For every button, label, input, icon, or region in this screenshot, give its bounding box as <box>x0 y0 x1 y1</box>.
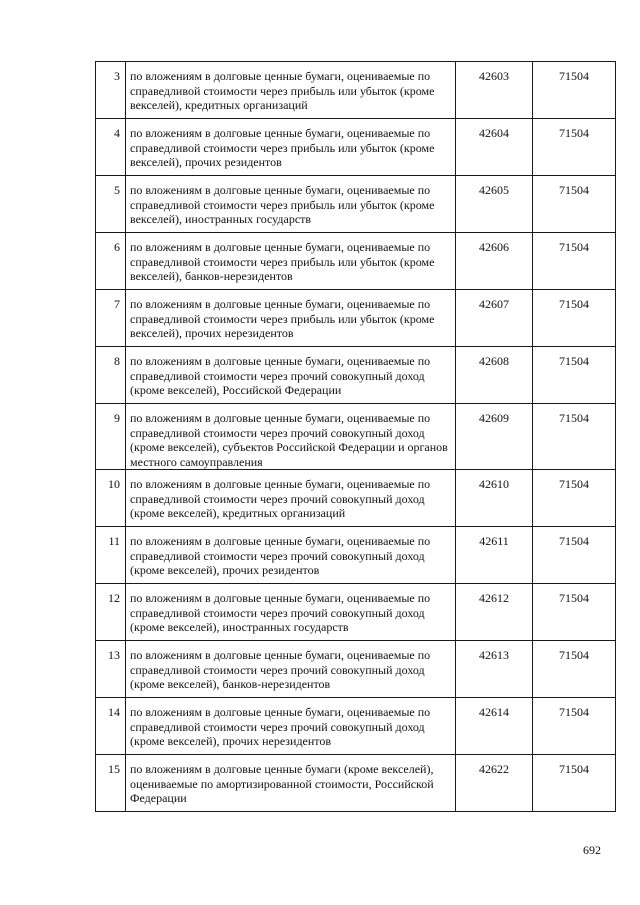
table-row <box>96 119 616 176</box>
account-number: 42609 <box>456 404 533 470</box>
account-number: 42605 <box>456 176 533 233</box>
table-row <box>96 698 616 755</box>
table-row <box>96 233 616 290</box>
symbol-code: 71504 <box>533 62 616 119</box>
row-number: 9 <box>96 404 126 470</box>
symbol-code: 71504 <box>533 641 616 698</box>
page-number: 692 <box>583 843 601 857</box>
row-description: по вложениям в долговые ценные бумаги, оцениваемые по справедливой стоимости через прибыль или убыток (кроме векселей), банков-нерезидентов <box>126 233 456 290</box>
table-row <box>96 404 616 470</box>
row-description: по вложениям в долговые ценные бумаги, оцениваемые по справедливой стоимости через прочий совокупный доход (кроме векселей), банков-нерезидентов <box>126 641 456 698</box>
row-number: 6 <box>96 233 126 290</box>
row-number: 12 <box>96 584 126 641</box>
row-number: 14 <box>96 698 126 755</box>
account-number: 42603 <box>456 62 533 119</box>
symbol-code: 71504 <box>533 233 616 290</box>
symbol-code: 71504 <box>533 176 616 233</box>
account-number: 42622 <box>456 755 533 812</box>
symbol-code: 71504 <box>533 404 616 470</box>
account-number: 42613 <box>456 641 533 698</box>
symbol-code: 71504 <box>533 347 616 404</box>
row-number: 7 <box>96 290 126 347</box>
row-description: по вложениям в долговые ценные бумаги, оцениваемые по справедливой стоимости через прочий совокупный доход (кроме векселей), кредитных организаций <box>126 470 456 527</box>
table-row <box>96 755 616 812</box>
table-row <box>96 347 616 404</box>
symbol-code: 71504 <box>533 755 616 812</box>
account-number: 42614 <box>456 698 533 755</box>
account-number: 42608 <box>456 347 533 404</box>
table-row <box>96 527 616 584</box>
row-number: 4 <box>96 119 126 176</box>
row-number: 11 <box>96 527 126 584</box>
row-description: по вложениям в долговые ценные бумаги, оцениваемые по справедливой стоимости через прибыль или убыток (кроме векселей), иностранных государств <box>126 176 456 233</box>
accounts-table <box>95 61 616 812</box>
table-row <box>96 290 616 347</box>
symbol-code: 71504 <box>533 584 616 641</box>
symbol-code: 71504 <box>533 290 616 347</box>
row-description: по вложениям в долговые ценные бумаги, оцениваемые по справедливой стоимости через прочий совокупный доход (кроме векселей), прочих нерезидентов <box>126 698 456 755</box>
row-description: по вложениям в долговые ценные бумаги (кроме векселей), оцениваемые по амортизированной стоимости, Российской Федерации <box>126 755 456 812</box>
row-number: 3 <box>96 62 126 119</box>
account-number: 42607 <box>456 290 533 347</box>
row-description: по вложениям в долговые ценные бумаги, оцениваемые по справедливой стоимости через прибыль или убыток (кроме векселей), прочих нерезидентов <box>126 290 456 347</box>
row-number: 10 <box>96 470 126 527</box>
row-number: 8 <box>96 347 126 404</box>
account-number: 42612 <box>456 584 533 641</box>
row-number: 13 <box>96 641 126 698</box>
symbol-code: 71504 <box>533 119 616 176</box>
row-description: по вложениям в долговые ценные бумаги, оцениваемые по справедливой стоимости через прибыль или убыток (кроме векселей), прочих резидентов <box>126 119 456 176</box>
symbol-code: 71504 <box>533 527 616 584</box>
symbol-code: 71504 <box>533 698 616 755</box>
account-number: 42606 <box>456 233 533 290</box>
table-row <box>96 470 616 527</box>
table-row <box>96 584 616 641</box>
row-description: по вложениям в долговые ценные бумаги, оцениваемые по справедливой стоимости через прибыль или убыток (кроме векселей), кредитных организаций <box>126 62 456 119</box>
row-number: 15 <box>96 755 126 812</box>
table-row <box>96 62 616 119</box>
row-description: по вложениям в долговые ценные бумаги, оцениваемые по справедливой стоимости через прочий совокупный доход (кроме векселей), Российской Федерации <box>126 347 456 404</box>
account-number: 42610 <box>456 470 533 527</box>
account-number: 42611 <box>456 527 533 584</box>
table-row <box>96 176 616 233</box>
accounts-table-body <box>96 62 616 812</box>
row-description: по вложениям в долговые ценные бумаги, оцениваемые по справедливой стоимости через прочий совокупный доход (кроме векселей), прочих резидентов <box>126 527 456 584</box>
table-row <box>96 641 616 698</box>
account-number: 42604 <box>456 119 533 176</box>
row-description: по вложениям в долговые ценные бумаги, оцениваемые по справедливой стоимости через прочий совокупный доход (кроме векселей), субъектов Российской Федерации и органов местного самоуправления <box>126 404 456 470</box>
symbol-code: 71504 <box>533 470 616 527</box>
row-description: по вложениям в долговые ценные бумаги, оцениваемые по справедливой стоимости через прочий совокупный доход (кроме векселей), иностранных государств <box>126 584 456 641</box>
row-number: 5 <box>96 176 126 233</box>
